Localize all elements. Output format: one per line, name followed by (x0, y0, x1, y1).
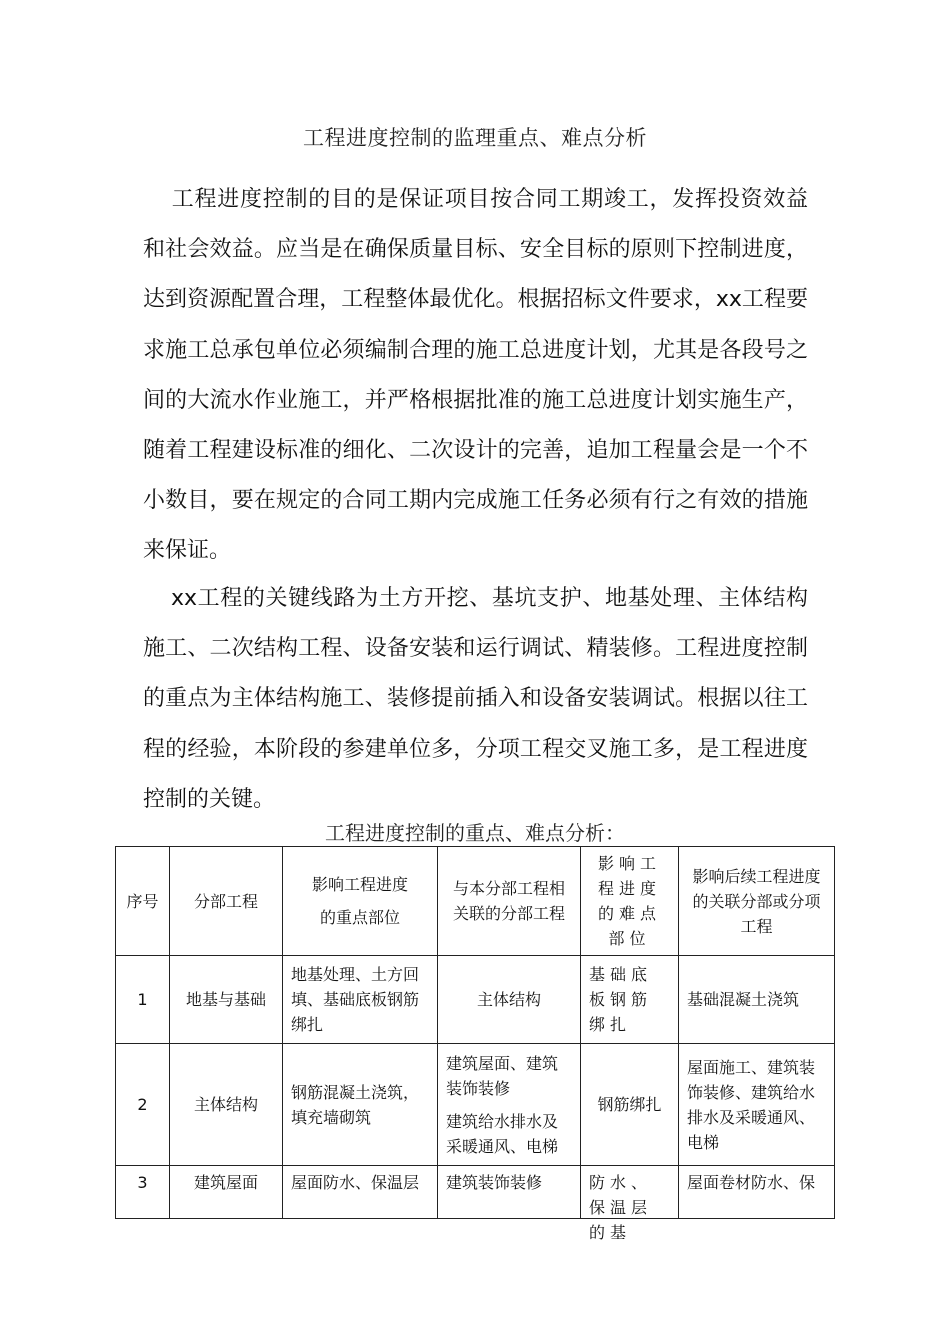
header-key-parts (283, 847, 438, 956)
cell-related-text: 建筑装饰装修 (446, 1173, 543, 1192)
cell-subsequent-text: 屋面卷材防水、保 (687, 1173, 816, 1192)
cell-key-parts-text: 屋面防水、保温层 (291, 1173, 420, 1192)
cell-related-part-b: 建筑给水排水及采暖通风、电梯 (446, 1111, 559, 1156)
header-subsequent: 影响后续工程进度的关联分部或分项工程 (679, 847, 835, 956)
cell-seq: 1 (116, 956, 170, 1044)
cell-subsequent: 基础混凝土浇筑 (679, 956, 835, 1044)
paragraph-2 (143, 574, 808, 825)
cell-key-parts: 地基处理、土方回填、基础底板钢筋绑扎 (283, 956, 438, 1044)
cell-division: 地基与基础 (170, 956, 283, 1044)
table-row (116, 956, 835, 1044)
cell-key-parts (283, 1166, 438, 1219)
header-difficult: 影响工程进度的难点部位 (581, 847, 679, 956)
cell-related (438, 1166, 581, 1219)
cell-key-parts: 钢筋混凝土浇筑，填充墙砌筑 (283, 1044, 438, 1166)
cell-related-part-a: 建筑屋面、建筑装饰装修 (446, 1053, 559, 1098)
paragraph-1-text: 工程进度控制的目的是保证项目按合同工期竣工，发挥投资效益和社会效益。应当是在确保质量目标、安全目标的原则下控制进度，达到资源配置合理，工程整体最优化。根据招标文件要求，xx工程要求施工总承包单位必须编制合理的施工总进度计划，尤其是各段号之间的大流水作业施工，并严格根据批准的施工总进度计划实施生产，随着工程建设标准的细化、二次设计的完善，追加工程量会是一个不小数目，要在规定的合同工期内完成施工任务必须有行之有效的措施来保证。 (143, 187, 808, 564)
progress-analysis-table (115, 846, 835, 1242)
cell-difficult: 基础底板钢筋绑扎 (581, 956, 679, 1044)
header-seq: 序号 (116, 847, 170, 956)
cell-division (170, 1166, 283, 1219)
header-related: 与本分部工程相关联的分部工程 (438, 847, 581, 956)
cell-division-text: 建筑屋面 (193, 1173, 258, 1192)
header-key-parts-line2: 的重点部位 (319, 908, 400, 927)
cell-related: 主体结构 (438, 956, 581, 1044)
cell-seq: 2 (116, 1044, 170, 1166)
header-division: 分部工程 (170, 847, 283, 956)
cell-division: 主体结构 (170, 1044, 283, 1166)
cell-seq (116, 1166, 170, 1219)
cell-related (438, 1044, 581, 1166)
cell-subsequent (679, 1166, 835, 1219)
table-row (116, 1166, 835, 1219)
header-key-parts-line1: 影响工程进度 (311, 875, 408, 894)
table-header-row (116, 847, 835, 956)
paragraph-2-text: xx工程的关键线路为土方开挖、基坑支护、地基处理、主体结构施工、二次结构工程、设备安装和运行调试、精装修。工程进度控制的重点为主体结构施工、装修提前插入和设备安装调试。根据以往工程的经验，本阶段的参建单位多，分项工程交叉施工多，是工程进度控制的关键。 (143, 586, 808, 812)
cell-difficult: 钢筋绑扎 (581, 1044, 679, 1166)
paragraph-1 (143, 175, 808, 577)
document-title: 工程进度控制的监理重点、难点分析 (303, 126, 647, 150)
table-caption: 工程进度控制的重点、难点分析： (325, 821, 625, 845)
cell-seq-text: 3 (137, 1173, 148, 1192)
table-row (116, 1044, 835, 1166)
cell-difficult (581, 1166, 679, 1242)
cell-subsequent: 屋面施工、建筑装饰装修、建筑给水排水及采暖通风、电梯 (679, 1044, 835, 1166)
cell-difficult-text: 防水、保温层的基 (589, 1173, 653, 1242)
